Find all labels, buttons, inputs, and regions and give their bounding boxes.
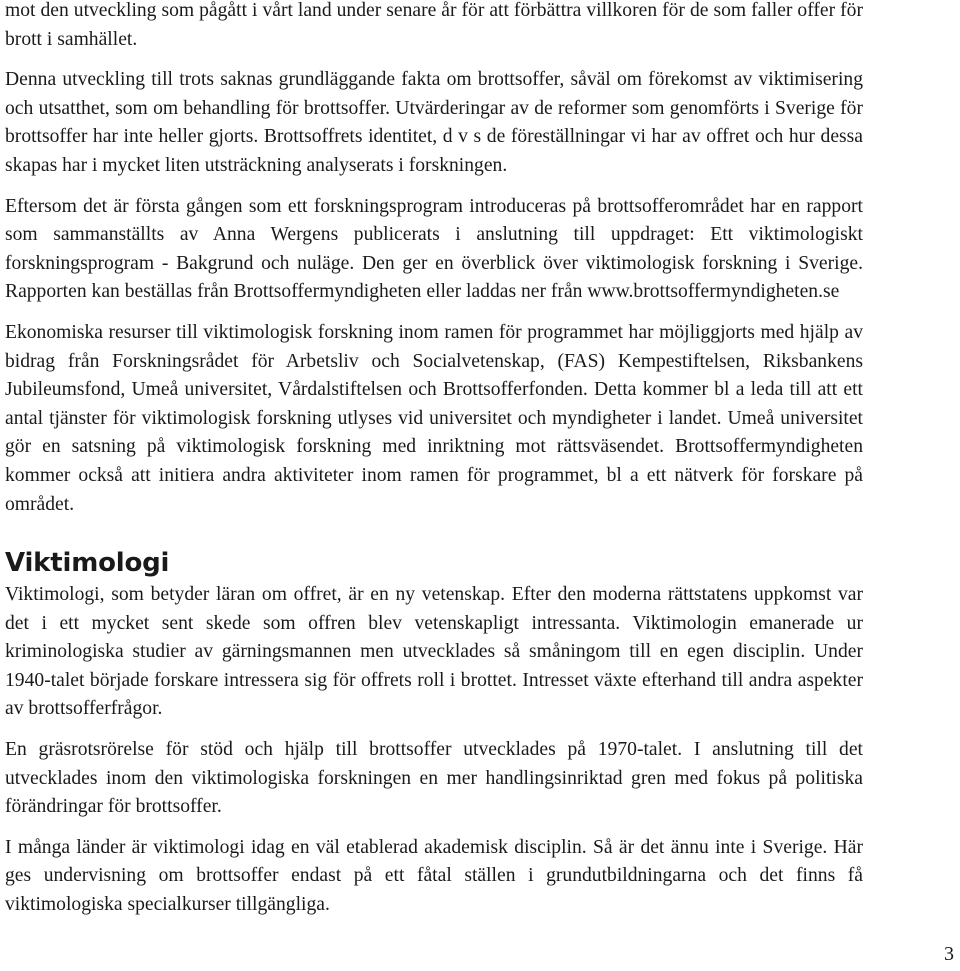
paragraph-grassroots-movement: En gräsrotsrörelse för stöd och hjälp till brottsoffer utvecklades på 1970-talet. I anslutning till det utvecklades inom den viktimologiska forskningen en mer handlingsinriktad gren med fokus på politiska förändringar för brottsoffer. [5, 739, 863, 818]
paragraph-research-program-report: Eftersom det är första gången som ett forskningsprogram introduceras på brottsofferområdet har en rapport som sammanställts av Anna Wergens publicerats i anslutning till uppdraget: Ett viktimologiskt forskningsprogram - Bakgrund och nuläge. Den ger en överblick över viktimologisk forskning i Sverige. Rapporten kan beställas från Brottsoffermyndigheten eller laddas ner från www.brottsoffermyndigheten.se [5, 195, 863, 303]
paragraph-economic-resources: Ekonomiska resurser till viktimologisk forskning inom ramen för programmet har möjliggjorts med hjälp av bidrag från Forskningsrådet för Arbetsliv och Socialvetenskap, (FAS) Kempestiftelsen, Riksbankens Jubileumsfond, Umeå universitet, Vårdalstiftelsen och Brottsofferfonden. Detta kommer bl a leda till att ett antal tjänster för viktimologisk forskning utlyses vid universitet och myndigheter i landet. Umeå universitet gör en satsning på viktimologisk forskning med inriktning mot rättsväsendet. Brottsoffermyndigheten kommer också att initiera andra aktiviteter inom ramen för programmet, bl a ett nätverk för forskare på området. [5, 321, 863, 515]
paragraph-lack-of-facts: Denna utveckling till trots saknas grundläggande fakta om brottsoffer, såväl om förekomst av viktimisering och utsatthet, som om behandling för brottsoffer. Utvärderingar av de reformer som genomförts i Sverige för brottsoffer har inte heller gjorts. Brottsoffrets identitet, d v s de föreställningar vi har av offret och hur dessa skapas har i mycket liten utsträckning analyserats i forskningen. [5, 69, 863, 176]
paragraph-international-status: I många länder är viktimologi idag en väl etablerad akademisk disciplin. Så är det ännu inte i Sverige. Här ges undervisning om brottsoffer endast på ett fåtal ställen i grundutbildningarna och det finns få viktimologiska specialkurser tillgängliga. [5, 836, 863, 916]
section-heading-viktimologi: Viktimologi [5, 548, 170, 579]
page-number: 3 [944, 943, 954, 965]
document-page [5, 0, 863, 932]
paragraph-viktimologi-definition: Viktimologi, som betyder läran om offret, är en ny vetenskap. Efter den moderna rättstatens uppkomst var det i ett mycket sent skede som offren blev vetenskapligt intressanta. Viktimologin emanerade ur kriminologiska studier av gärningsmannen men utvecklades så småningom till en egen disciplin. Under 1940-talet började forskare intressera sig för offrets roll i brottet. Intresset växte efterhand till andra aspekter av brottsofferfrågor. [5, 584, 863, 720]
paragraph-intro-continuation: mot den utveckling som pågått i vårt land under senare år för att förbättra villkoren för de som faller offer för brott i samhället. [5, 0, 863, 50]
